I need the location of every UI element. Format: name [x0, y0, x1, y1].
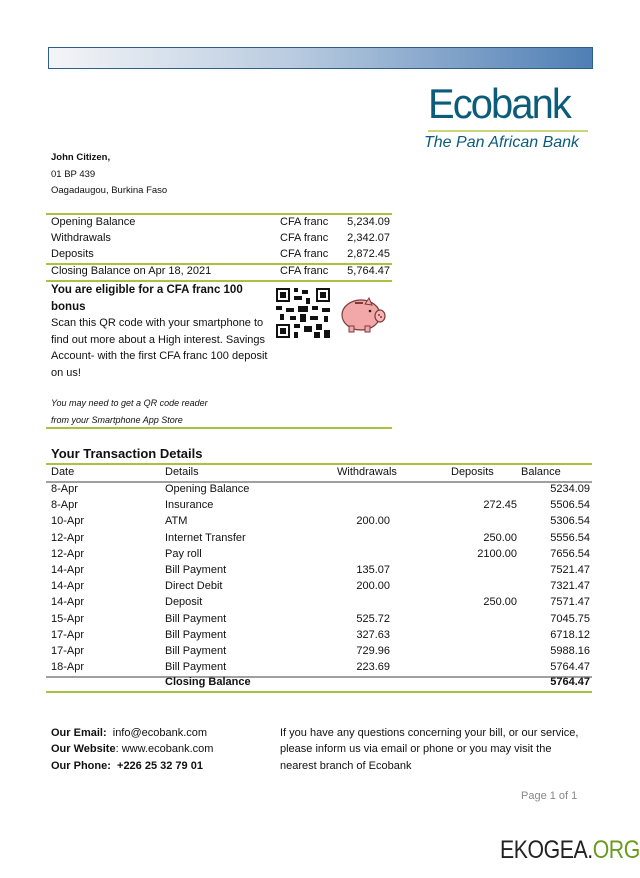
promo-note-2: from your Smartphone App Store [51, 415, 183, 425]
cell-deposit: 250.00 [483, 596, 517, 609]
promo-title: You are eligible for a CFA franc 100 bonus [51, 284, 243, 313]
footer-message [280, 725, 578, 774]
table-row [51, 532, 591, 548]
summary-label: Deposits [51, 248, 94, 260]
table-row [51, 515, 591, 531]
cell-details: Insurance [165, 499, 214, 512]
cell-details: Deposit [165, 596, 203, 609]
table-row [51, 483, 591, 499]
summary-amount: 2,872.45 [347, 248, 390, 260]
table-row [51, 548, 591, 564]
promo-note-1: You may need to get a QR code reader [51, 398, 208, 408]
cell-balance: 7321.47 [550, 580, 590, 593]
cell-date: 14-Apr [51, 580, 85, 593]
watermark [500, 836, 640, 865]
qr-code-icon [276, 288, 330, 338]
contact-info [51, 725, 213, 774]
logo-tagline: The Pan African Bank [424, 134, 580, 151]
transactions-title: Your Transaction Details [51, 446, 203, 461]
table-row [51, 580, 591, 596]
cell-details: Direct Debit [165, 580, 223, 593]
cell-withdrawal: 200.00 [356, 515, 390, 528]
email-label: Our Email: [51, 727, 107, 739]
table-row [51, 596, 591, 612]
website-link[interactable]: : www.ecobank.com [115, 743, 214, 756]
footer-message-line: please inform us via email or phone or you may visit the [280, 743, 552, 756]
cell-date: 15-Apr [51, 612, 85, 625]
cell-date: 12-Apr [51, 531, 85, 544]
footer-message-line: nearest branch of Ecobank [280, 759, 412, 772]
customer-address-line1: 01 BP 439 [51, 169, 96, 180]
cell-details: Bill Payment [165, 628, 227, 641]
summary-amount: 5,234.09 [347, 216, 390, 228]
cell-withdrawal: 327.63 [356, 628, 390, 641]
summary-amount: 2,342.07 [347, 232, 390, 244]
promo-body: Scan this QR code with your smartphone to find out more about a High interest. Savings Account- with the first CFA franc 100 deposit on us! [51, 317, 268, 379]
table-row [51, 645, 591, 661]
cell-balance: 5306.54 [550, 515, 590, 528]
summary-currency: CFA franc [280, 216, 329, 228]
divider [46, 463, 592, 465]
table-row [51, 661, 591, 677]
column-header-balance: Balance [521, 466, 561, 478]
cell-date: 8-Apr [51, 499, 78, 512]
column-header-deposits: Deposits [451, 466, 494, 478]
cell-balance: 7656.54 [550, 547, 590, 560]
cell-balance: 5234.09 [550, 483, 590, 495]
table-row [51, 629, 591, 645]
cell-details: Opening Balance [165, 483, 250, 495]
logo-wordmark: Ecobank [428, 80, 570, 127]
cell-details: Internet Transfer [165, 531, 246, 544]
summary-currency: CFA franc [280, 265, 329, 277]
cell-details: Bill Payment [165, 645, 227, 657]
customer-address-line2: Oagadaugou, Burkina Faso [51, 185, 168, 196]
phone-label: Our Phone: [51, 759, 111, 772]
divider [46, 213, 392, 215]
cell-date: 17-Apr [51, 628, 85, 641]
cell-withdrawal: 729.96 [356, 645, 390, 657]
cell-balance: 5764.47 [550, 661, 590, 674]
divider [46, 427, 392, 429]
summary-row-withdrawals [51, 232, 391, 247]
ecobank-logo [420, 80, 595, 155]
cell-deposit: 2100.00 [477, 547, 517, 560]
cell-withdrawal: 525.72 [356, 612, 390, 625]
cell-withdrawal: 200.00 [356, 580, 390, 593]
page-number: Page 1 of 1 [521, 790, 578, 802]
cell-deposit: 250.00 [483, 531, 517, 544]
cell-balance: 7571.47 [550, 596, 590, 609]
piggy-bank-icon [339, 294, 387, 334]
table-header [51, 466, 591, 482]
customer-name: John Citizen, [51, 152, 111, 163]
summary-row-deposits [51, 248, 391, 263]
table-row [51, 564, 591, 580]
cell-date: 18-Apr [51, 661, 85, 674]
cell-balance: 7521.47 [550, 564, 590, 576]
logo-underline [428, 130, 588, 132]
summary-label: Opening Balance [51, 216, 136, 228]
header-gradient-bar [48, 47, 593, 69]
cell-balance: 5988.16 [550, 645, 590, 657]
cell-withdrawal: 223.69 [356, 661, 390, 674]
cell-details: ATM [165, 515, 188, 528]
email-link[interactable]: info@ecobank.com [112, 727, 208, 739]
table-row [51, 499, 591, 515]
watermark-main: EKOGEA. [500, 836, 593, 864]
cell-details: Bill Payment [165, 661, 227, 674]
summary-amount: 5,764.47 [347, 265, 390, 277]
summary-currency: CFA franc [280, 232, 329, 244]
summary-label: Closing Balance on Apr 18, 2021 [51, 265, 212, 277]
summary-currency: CFA franc [280, 248, 329, 260]
cell-balance: 6718.12 [550, 628, 590, 641]
cell-date: 10-Apr [51, 515, 85, 528]
summary-row-opening [51, 216, 391, 231]
column-header-details: Details [165, 466, 199, 478]
cell-details: Bill Payment [165, 612, 227, 625]
cell-balance: 5556.54 [550, 531, 590, 544]
footer-message-line: If you have any questions concerning your bill, or our service, [280, 727, 579, 739]
cell-balance: 7045.75 [550, 612, 590, 625]
cell-deposit: 272.45 [483, 499, 517, 512]
column-header-withdrawals: Withdrawals [337, 466, 397, 478]
summary-label: Withdrawals [51, 232, 111, 244]
promo-block [51, 282, 271, 381]
cell-date: 8-Apr [51, 483, 78, 495]
cell-withdrawal: 135.07 [356, 564, 390, 576]
cell-details: Bill Payment [165, 564, 227, 576]
cell-details: Pay roll [165, 547, 202, 560]
cell-date: 12-Apr [51, 547, 85, 560]
column-header-date: Date [51, 466, 75, 478]
cell-balance: 5506.54 [550, 499, 590, 512]
table-row [51, 613, 591, 629]
closing-balance-value: 5764.47 [550, 676, 590, 688]
divider [46, 691, 592, 693]
watermark-suffix: ORG [592, 836, 640, 864]
closing-balance-label: Closing Balance [165, 676, 251, 688]
cell-date: 14-Apr [51, 596, 85, 609]
cell-date: 14-Apr [51, 564, 85, 576]
summary-row-closing [51, 265, 391, 280]
closing-balance-row [51, 676, 591, 692]
phone-number: +226 25 32 79 01 [117, 759, 203, 772]
website-label: Our Website [51, 743, 116, 756]
cell-date: 17-Apr [51, 645, 85, 657]
